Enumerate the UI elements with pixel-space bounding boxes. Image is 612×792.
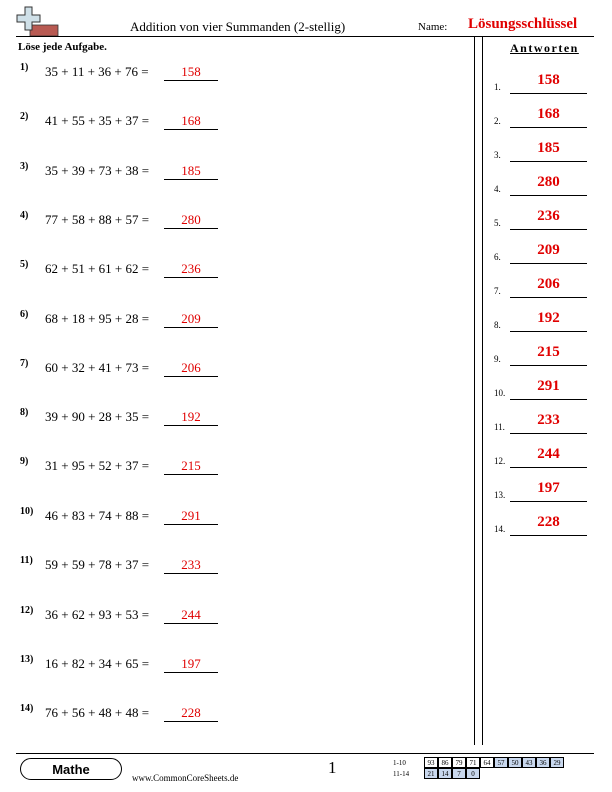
problem-item	[0, 113, 470, 133]
problem-answer: 280	[181, 212, 201, 227]
answer-key-item	[494, 242, 594, 266]
score-cell: 43	[522, 757, 536, 768]
problem-item	[0, 311, 470, 331]
problem-number: 13)	[20, 654, 34, 665]
answer-blank	[164, 524, 218, 525]
answer-key-value: 280	[537, 174, 560, 190]
answer-key-number: 9.	[494, 354, 501, 364]
answer-key-item	[494, 276, 594, 300]
problem-item	[0, 163, 470, 183]
answer-blank	[164, 425, 218, 426]
answer-blank	[164, 474, 218, 475]
name-label: Name:	[418, 21, 448, 33]
answer-blank	[164, 573, 218, 574]
answer-key-blank	[510, 535, 587, 536]
problem-answer: 215	[181, 458, 201, 473]
score-cell: 36	[536, 757, 550, 768]
problem-answer: 192	[181, 409, 201, 424]
score-cell: 50	[508, 757, 522, 768]
score-cell: 29	[550, 757, 564, 768]
answer-blank	[164, 129, 218, 130]
answer-key-value: 185	[537, 140, 560, 156]
problem-item	[0, 607, 470, 627]
problem-number: 7)	[20, 358, 29, 369]
answer-blank	[164, 277, 218, 278]
problem-expression: 46 + 83 + 74 + 88 =	[45, 508, 150, 523]
footer-url: www.CommonCoreSheets.de	[132, 773, 239, 783]
problem-expression: 59 + 59 + 78 + 37 =	[45, 557, 150, 572]
score-range-label: 1-10	[393, 759, 406, 767]
problem-expression: 68 + 18 + 95 + 28 =	[45, 311, 150, 326]
answer-key-blank	[510, 433, 587, 434]
answer-key-blank	[510, 365, 587, 366]
answer-key-number: 12.	[494, 456, 506, 466]
problem-expression: 36 + 62 + 93 + 53 =	[45, 607, 150, 622]
problem-number: 4)	[20, 210, 29, 221]
answer-key-number: 11.	[494, 422, 505, 432]
problem-answer: 244	[181, 607, 201, 622]
problem-answer: 185	[181, 163, 201, 178]
problem-item	[0, 705, 470, 725]
problem-expression: 41 + 55 + 35 + 37 =	[45, 113, 150, 128]
problem-item	[0, 508, 470, 528]
problem-expression: 16 + 82 + 34 + 65 =	[45, 656, 150, 671]
answer-key-blank	[510, 501, 587, 502]
score-cell: 64	[480, 757, 494, 768]
instructions: Löse jede Aufgabe.	[18, 41, 107, 53]
problem-number: 5)	[20, 259, 29, 270]
column-divider	[474, 36, 475, 745]
answer-key-item	[494, 344, 594, 368]
answer-key-value: 291	[537, 378, 560, 394]
score-cell: 86	[438, 757, 452, 768]
problem-item	[0, 360, 470, 380]
answer-key-number: 5.	[494, 218, 501, 228]
answer-key-value: 206	[537, 276, 560, 292]
problem-answer: 291	[181, 508, 201, 523]
answer-key-number: 8.	[494, 320, 501, 330]
score-cell: 93	[424, 757, 438, 768]
problem-item	[0, 458, 470, 478]
answer-key-item	[494, 446, 594, 470]
page-number: 1	[328, 758, 337, 777]
problem-number: 14)	[20, 703, 34, 714]
problem-number: 2)	[20, 111, 29, 122]
worksheet-title: Addition von vier Summanden (2-stellig)	[130, 19, 346, 34]
score-cell: 0	[466, 768, 480, 779]
answer-blank	[164, 228, 218, 229]
answer-key-value: 228	[537, 514, 560, 530]
answer-key-item	[494, 514, 594, 538]
score-row-2	[393, 768, 593, 780]
answer-blank	[164, 376, 218, 377]
answer-key-blank	[510, 263, 587, 264]
answer-key-blank	[510, 229, 587, 230]
answer-key-blank	[510, 297, 587, 298]
problem-answer: 233	[181, 557, 201, 572]
answer-key-blank	[510, 161, 587, 162]
problem-item	[0, 656, 470, 676]
problem-expression: 62 + 51 + 61 + 62 =	[45, 261, 150, 276]
footer-divider	[16, 753, 594, 754]
answer-key-number: 6.	[494, 252, 501, 262]
answer-key-item	[494, 412, 594, 436]
problem-answer: 197	[181, 656, 201, 671]
problem-answer: 206	[181, 360, 201, 375]
answer-key-blank	[510, 331, 587, 332]
answer-key-number: 3.	[494, 150, 501, 160]
answer-key-item	[494, 208, 594, 232]
answer-key-item	[494, 174, 594, 198]
answer-key-blank	[510, 93, 587, 94]
problem-item	[0, 64, 470, 84]
answer-key-blank	[510, 467, 587, 468]
problem-number: 10)	[20, 506, 34, 517]
answer-key-value: 168	[537, 106, 560, 122]
score-range-label: 11-14	[393, 770, 410, 778]
answer-key-item	[494, 378, 594, 402]
answer-key-value: 197	[537, 480, 560, 496]
answer-key-number: 2.	[494, 116, 501, 126]
answer-blank	[164, 327, 218, 328]
problem-number: 9)	[20, 456, 29, 467]
header-divider	[16, 36, 594, 37]
answer-key-item	[494, 480, 594, 504]
problem-item	[0, 409, 470, 429]
problem-answer: 209	[181, 311, 201, 326]
problem-number: 8)	[20, 407, 29, 418]
answer-key-blank	[510, 195, 587, 196]
problem-expression: 60 + 32 + 41 + 73 =	[45, 360, 150, 375]
answer-key-blank	[510, 127, 587, 128]
score-cell: 79	[452, 757, 466, 768]
problem-expression: 76 + 56 + 48 + 48 =	[45, 705, 150, 720]
answer-key-item	[494, 310, 594, 334]
answer-key-number: 4.	[494, 184, 501, 194]
problem-answer: 228	[181, 705, 201, 720]
score-cell: 57	[494, 757, 508, 768]
answer-key-value: 233	[537, 412, 560, 428]
problem-number: 12)	[20, 605, 34, 616]
answer-blank	[164, 721, 218, 722]
answer-key-title: Lösungsschlüssel	[468, 16, 578, 32]
footer-brand-badge: Mathe	[20, 758, 122, 780]
problem-number: 1)	[20, 62, 29, 73]
answer-key-number: 14.	[494, 524, 506, 534]
answer-key-number: 13.	[494, 490, 506, 500]
plus-sign-logo-icon	[16, 5, 62, 37]
answer-blank	[164, 80, 218, 81]
score-cell: 14	[438, 768, 452, 779]
problem-answer: 158	[181, 64, 201, 79]
answer-blank	[164, 179, 218, 180]
answer-key-number: 7.	[494, 286, 501, 296]
problem-answer: 168	[181, 113, 201, 128]
problem-number: 3)	[20, 161, 29, 172]
answer-key-item	[494, 140, 594, 164]
answer-key-value: 209	[537, 242, 560, 258]
score-cell: 21	[424, 768, 438, 779]
score-cell: 71	[466, 757, 480, 768]
problem-item	[0, 212, 470, 232]
score-cell: 7	[452, 768, 466, 779]
answer-key-value: 192	[537, 310, 560, 326]
problem-expression: 35 + 39 + 73 + 38 =	[45, 163, 150, 178]
answer-key-value: 236	[537, 208, 560, 224]
answer-key-value: 158	[537, 72, 560, 88]
answer-key-value: 215	[537, 344, 560, 360]
answer-key-number: 10.	[494, 388, 506, 398]
column-divider	[482, 36, 483, 745]
answer-key-item	[494, 106, 594, 130]
problem-number: 6)	[20, 309, 29, 320]
problem-item	[0, 557, 470, 577]
problem-expression: 35 + 11 + 36 + 76 =	[45, 64, 149, 79]
answer-key-header: Antworten	[510, 41, 579, 55]
answer-key-blank	[510, 399, 587, 400]
answer-key-number: 1.	[494, 82, 501, 92]
problem-expression: 31 + 95 + 52 + 37 =	[45, 458, 150, 473]
answer-blank	[164, 672, 218, 673]
answer-key-value: 244	[537, 446, 560, 462]
problem-answer: 236	[181, 261, 201, 276]
answer-key-item	[494, 72, 594, 96]
answer-blank	[164, 623, 218, 624]
problem-item	[0, 261, 470, 281]
problem-number: 11)	[20, 555, 33, 566]
problem-expression: 77 + 58 + 88 + 57 =	[45, 212, 150, 227]
problem-expression: 39 + 90 + 28 + 35 =	[45, 409, 150, 424]
